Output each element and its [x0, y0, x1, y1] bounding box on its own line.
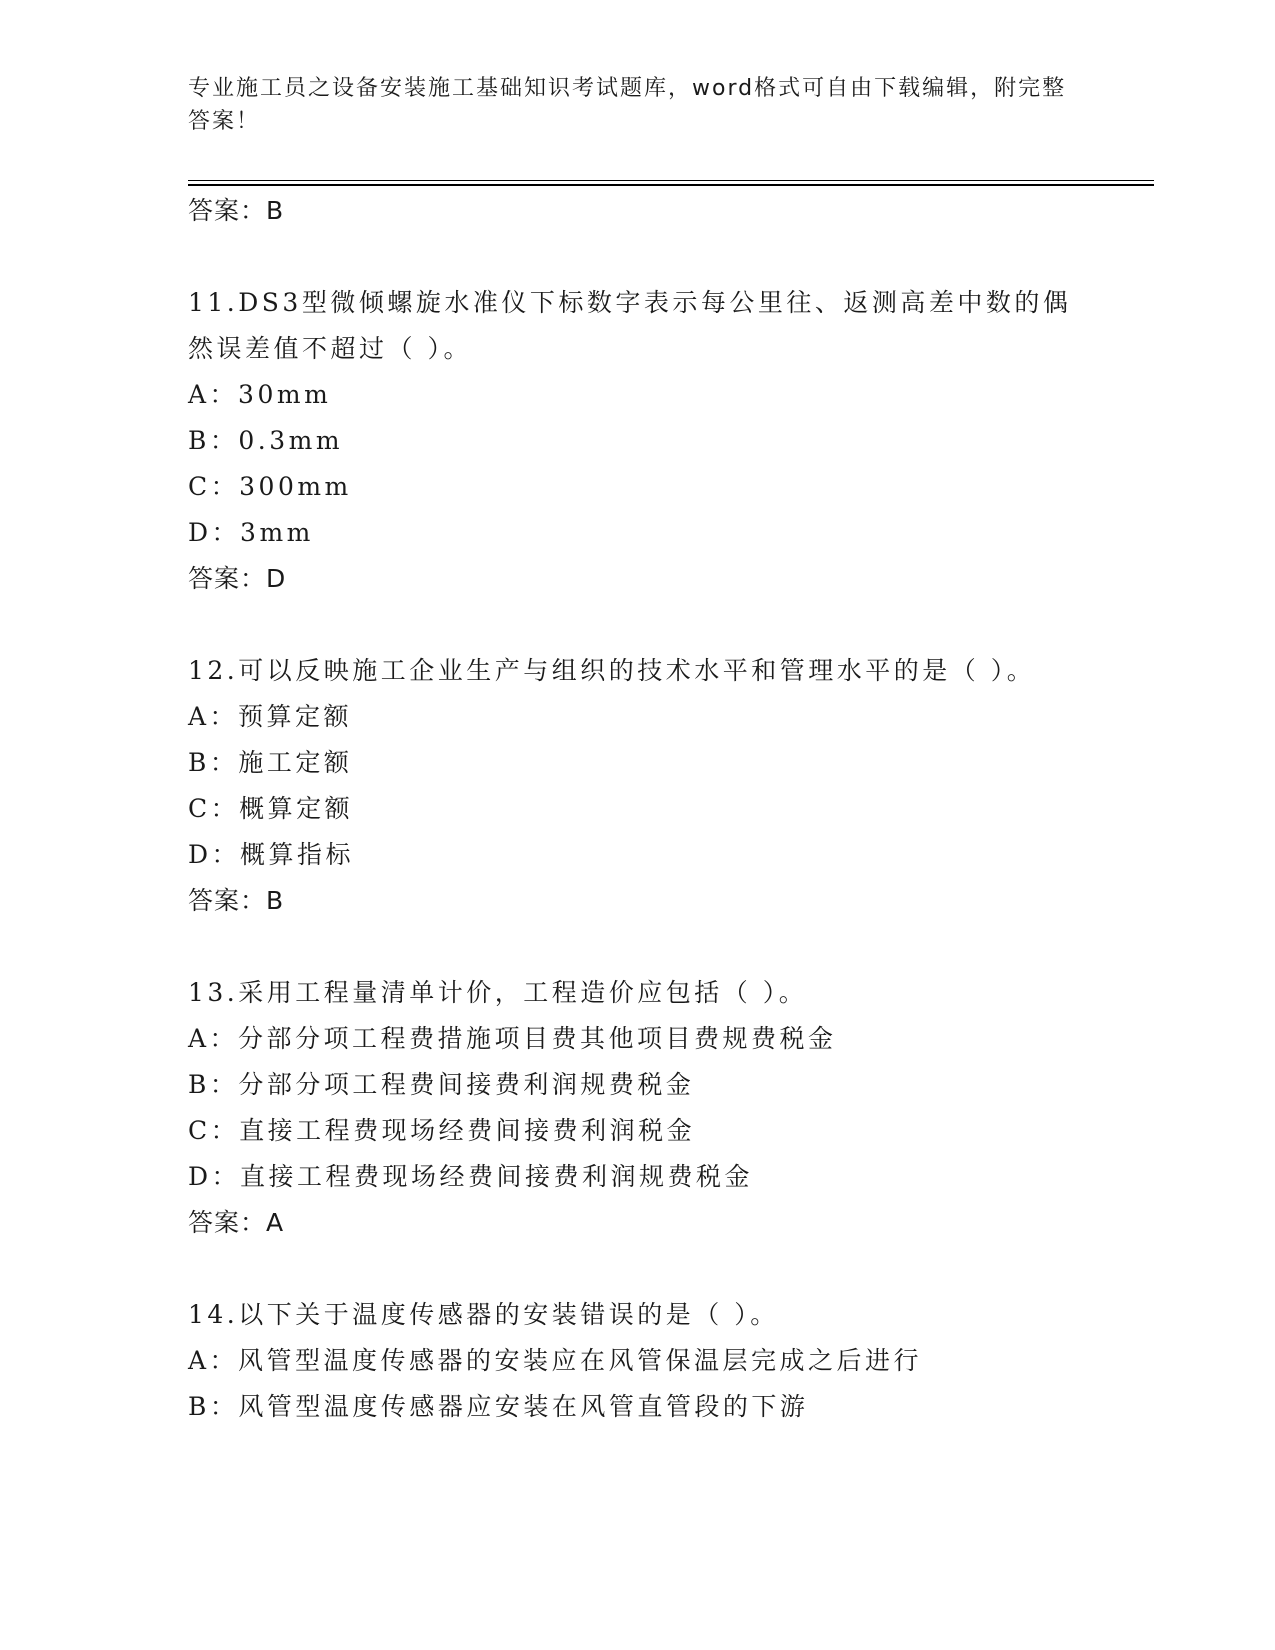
- question-13: [188, 970, 1088, 1246]
- answer: 答案：B: [188, 886, 285, 915]
- option-a: A：预算定额: [188, 702, 353, 731]
- option-d: D：3mm: [188, 518, 314, 547]
- question-text: 13.采用工程量清单计价，工程造价应包括（ ）。: [188, 978, 808, 1007]
- option-b: B：分部分项工程费间接费利润规费税金: [188, 1070, 695, 1099]
- option-b: B：0.3mm: [188, 426, 344, 455]
- option-c: C：直接工程费现场经费间接费利润税金: [188, 1116, 696, 1145]
- answer-prev-question: 答案：B: [188, 196, 285, 225]
- question-list: [188, 188, 1088, 1430]
- answer: 答案：D: [188, 564, 287, 593]
- option-c: C：300mm: [188, 472, 352, 501]
- question-text: 12.可以反映施工企业生产与组织的技术水平和管理水平的是（ ）。: [188, 656, 1036, 685]
- header-divider-thick: [188, 184, 1154, 186]
- answer: 答案：A: [188, 1208, 285, 1237]
- option-d: D：概算指标: [188, 840, 355, 869]
- option-d: D：直接工程费现场经费间接费利润规费税金: [188, 1162, 754, 1191]
- option-c: C：概算定额: [188, 794, 354, 823]
- option-a: A：30mm: [188, 380, 332, 409]
- option-b: B：施工定额: [188, 748, 353, 777]
- question-11: [188, 280, 1088, 602]
- option-b: B：风管型温度传感器应安装在风管直管段的下游: [188, 1392, 809, 1421]
- option-a: A：分部分项工程费措施项目费其他项目费规费税金: [188, 1024, 837, 1053]
- option-a: A：风管型温度传感器的安装应在风管保温层完成之后进行: [188, 1346, 923, 1375]
- question-14: [188, 1292, 1088, 1430]
- question-text: 14.以下关于温度传感器的安装错误的是（ ）。: [188, 1300, 779, 1329]
- question-text: 11.DS3型微倾螺旋水准仪下标数字表示每公里往、返测高差中数的偶然误差值不超过（ ）。: [188, 288, 1072, 363]
- question-12: [188, 648, 1088, 924]
- header-divider-thin: [188, 180, 1154, 181]
- document-header: 专业施工员之设备安装施工基础知识考试题库，word格式可自由下载编辑，附完整答案！: [188, 76, 1067, 134]
